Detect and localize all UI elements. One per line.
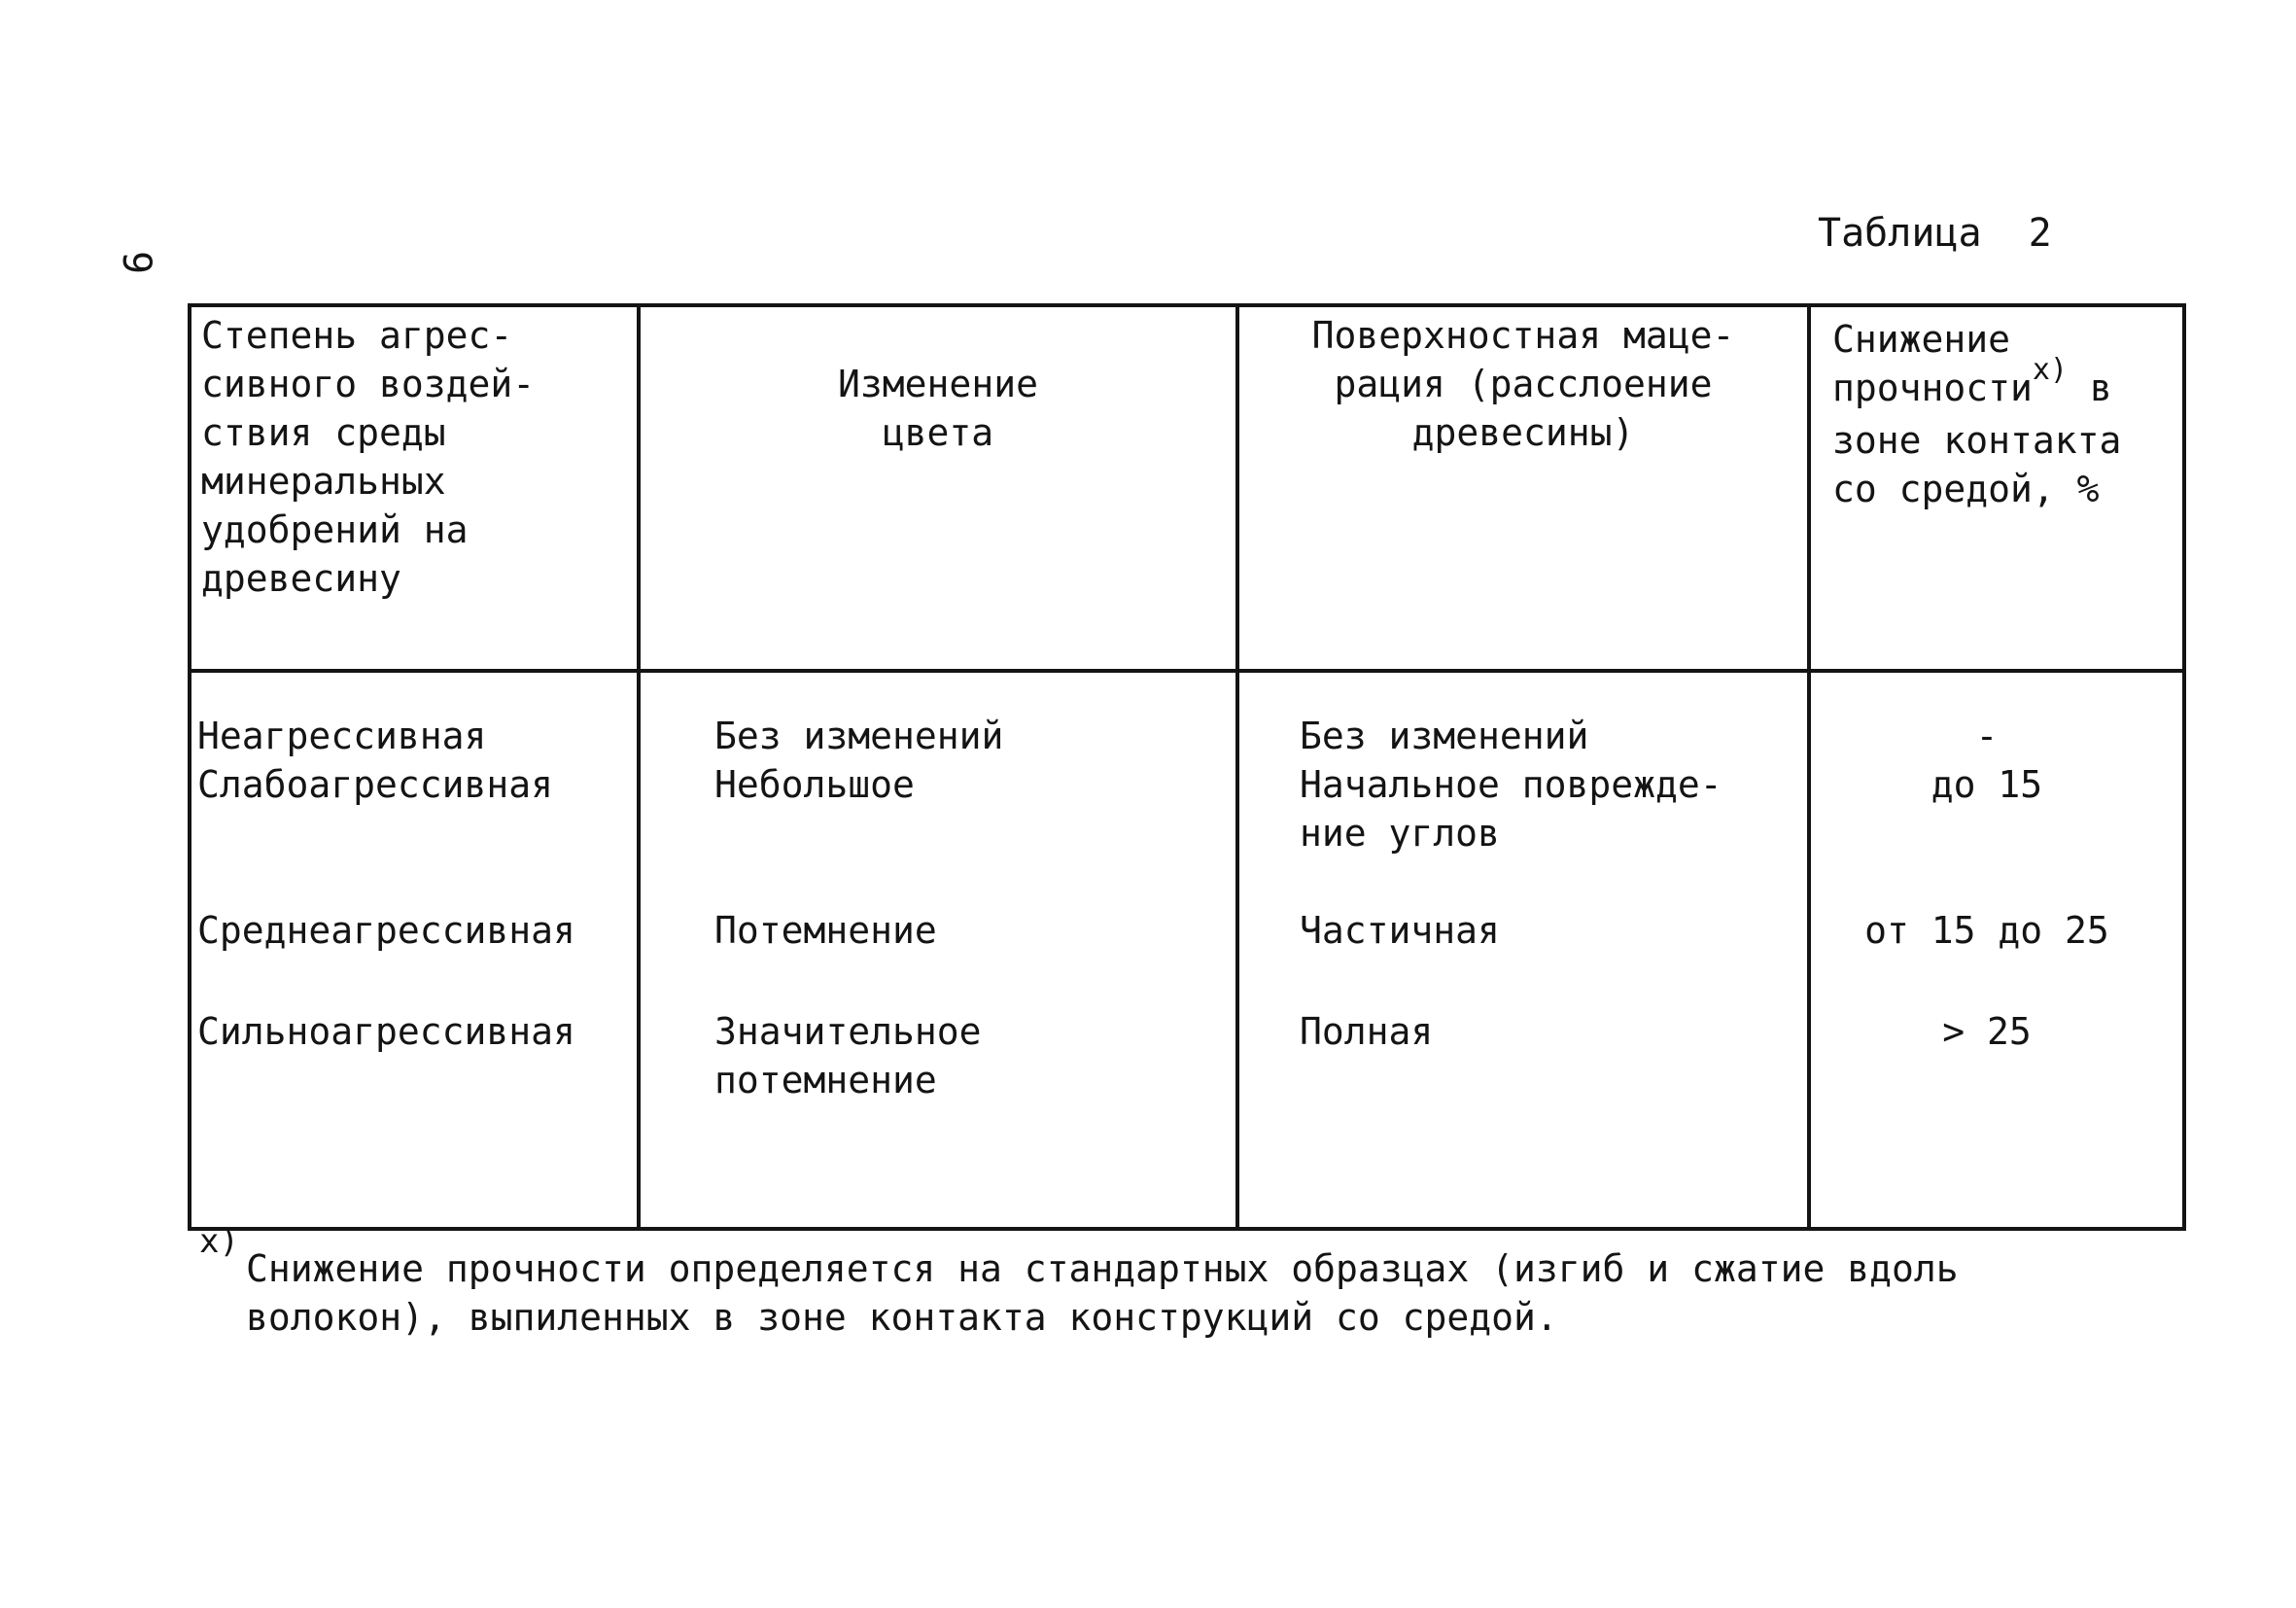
header-strength-loss-rest: в зоне контакта со средой, % [1832, 367, 2122, 510]
header-maceration: Поверхностная маце- рация (расслоение древесины) [1237, 305, 1809, 671]
table-header-row [190, 305, 2184, 671]
cell-strength-loss: до 15 [1809, 760, 2184, 906]
table-row [190, 760, 2184, 906]
footnote-text: Снижение прочности определяется на стандартных образцах (изгиб и сжатие вдоль волокон), выпиленных в зоне контакта конструкций со средой. [246, 1247, 1959, 1339]
cell-maceration: Частичная [1237, 906, 1809, 1007]
cell-color-change: Без изменений [639, 671, 1237, 760]
cell-color-change: Небольшое [639, 760, 1237, 906]
footnote-mark: x) [199, 1222, 239, 1261]
cell-strength-loss: - [1809, 671, 2184, 760]
cell-strength-loss: > 25 [1809, 1007, 2184, 1229]
cell-maceration: Без изменений [1237, 671, 1809, 760]
table-caption [1818, 209, 2052, 258]
page-number: 9 [114, 250, 158, 275]
cell-maceration: Начальное поврежде- ние углов [1237, 760, 1809, 906]
cell-degree: Неагрессивная [190, 671, 639, 760]
cell-strength-loss: от 15 до 25 [1809, 906, 2184, 1007]
cell-color-change: Значительное потемнение [639, 1007, 1237, 1229]
footnote [199, 1217, 2143, 1342]
header-strength-loss-line1: Снижение прочности [1832, 318, 2033, 409]
table-row [190, 1007, 2184, 1229]
table-caption-number: 2 [2028, 211, 2052, 256]
header-strength-loss [1809, 305, 2184, 671]
header-color-change: Изменение цвета [639, 305, 1237, 671]
cell-degree: Сильноагрессивная [190, 1007, 639, 1229]
cell-color-change: Потемнение [639, 906, 1237, 1007]
header-footnote-mark: x) [2032, 353, 2069, 387]
table-caption-label: Таблица [1818, 211, 1982, 256]
header-degree: Степень агрес- сивного воздей- ствия среды минеральных удобрений на древесину [190, 305, 639, 671]
table-row [190, 906, 2184, 1007]
table-row [190, 671, 2184, 760]
cell-degree: Слабоагрессивная [190, 760, 639, 906]
aggressiveness-table [188, 303, 2186, 1231]
cell-degree: Среднеагрессивная [190, 906, 639, 1007]
cell-maceration: Полная [1237, 1007, 1809, 1229]
